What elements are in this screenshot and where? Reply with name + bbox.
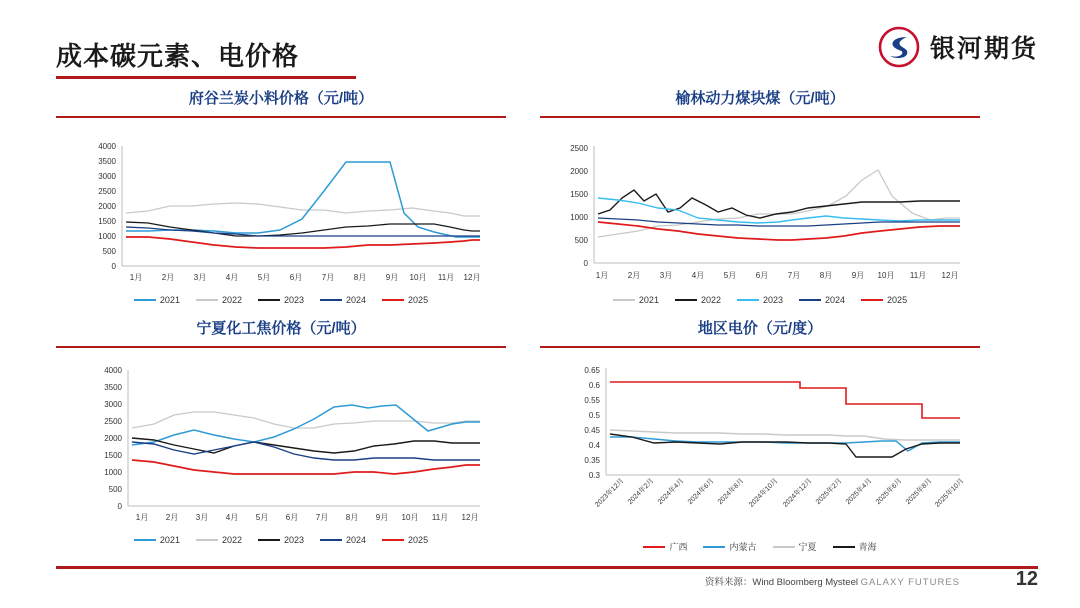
svg-text:500: 500 [574,236,588,245]
svg-text:4000: 4000 [98,142,116,151]
source-text: 资料来源：Wind Bloomberg Mysteel [704,577,858,588]
panel-header [56,318,506,348]
svg-text:2500: 2500 [98,187,116,196]
svg-text:1500: 1500 [104,451,122,460]
panel-header [56,88,506,118]
svg-text:2500: 2500 [570,144,588,153]
chart-title: 宁夏化工焦价格（元/吨） [196,320,366,337]
svg-text:10月: 10月 [877,271,895,280]
legend-label: 2022 [221,535,242,545]
svg-text:2000: 2000 [98,202,116,211]
chart-plot-area [56,348,506,545]
legend-label: 2023 [762,295,784,305]
svg-text:2024年6月: 2024年6月 [686,477,716,507]
svg-text:0.6: 0.6 [588,381,600,390]
svg-text:0.45: 0.45 [584,426,600,435]
svg-text:9月: 9月 [385,273,399,282]
legend-item [703,540,756,553]
svg-text:1月: 1月 [129,273,143,282]
svg-text:8月: 8月 [353,273,367,282]
svg-text:2000: 2000 [570,167,588,176]
chart-legend [540,295,980,305]
svg-text:3月: 3月 [195,513,209,522]
svg-text:2025年4月: 2025年4月 [844,477,874,507]
svg-text:5月: 5月 [723,271,737,280]
legend-item [134,295,180,305]
svg-text:1000: 1000 [98,232,116,241]
svg-text:3500: 3500 [104,383,122,392]
svg-text:11月: 11月 [909,271,927,280]
legend-item [382,535,428,545]
svg-text:9月: 9月 [375,513,389,522]
svg-text:3000: 3000 [98,172,116,181]
legend-item [320,295,366,305]
svg-text:12月: 12月 [941,271,959,280]
source-note [705,574,960,588]
galaxy-logo-icon [878,26,920,68]
legend-label: 2024 [346,535,367,545]
legend-item [258,295,304,305]
svg-text:2月: 2月 [165,513,179,522]
legend-label: 2023 [283,295,305,305]
svg-text:0.4: 0.4 [588,441,600,450]
svg-text:12月: 12月 [461,513,479,522]
svg-text:2025年8月: 2025年8月 [904,477,934,507]
legend-label: 2022 [221,295,242,305]
legend-item [675,295,721,305]
svg-text:5月: 5月 [257,273,271,282]
svg-text:7月: 7月 [321,273,335,282]
svg-text:3月: 3月 [193,273,207,282]
chart-plot-area [540,348,980,553]
svg-text:2000: 2000 [104,434,122,443]
chart-panel-ningxia-huagongjiao [56,318,506,545]
svg-text:7月: 7月 [315,513,329,522]
title-underline [56,76,356,79]
svg-text:6月: 6月 [755,271,769,280]
chart-title: 榆林动力煤块煤（元/吨） [675,90,845,107]
legend-label: 2025 [408,535,429,545]
svg-text:2023年12月: 2023年12月 [594,477,626,509]
svg-text:1月: 1月 [595,271,609,280]
svg-text:8月: 8月 [345,513,359,522]
svg-text:10月: 10月 [401,513,419,522]
chart-legend [56,295,506,305]
panel-header [540,88,980,118]
legend-label: 宁夏 [798,542,817,552]
svg-text:4月: 4月 [225,513,239,522]
svg-text:1000: 1000 [570,213,588,222]
page-number: 12 [1015,568,1038,590]
legend-label: 2023 [283,535,305,545]
svg-text:3月: 3月 [659,271,673,280]
svg-text:0.55: 0.55 [584,396,600,405]
svg-text:0: 0 [111,262,116,271]
svg-text:9月: 9月 [851,271,865,280]
legend-item [320,535,366,545]
svg-text:2500: 2500 [104,417,122,426]
legend-item [737,295,783,305]
svg-text:4月: 4月 [225,273,239,282]
legend-item [258,535,304,545]
svg-text:4月: 4月 [691,271,705,280]
legend-label: 2025 [408,295,429,305]
svg-text:2025年6月: 2025年6月 [874,477,904,507]
svg-text:3000: 3000 [104,400,122,409]
legend-label: 内蒙古 [729,542,757,552]
legend-item [799,295,845,305]
chart-title: 府谷兰炭小料价格（元/吨） [188,90,374,107]
chart-panel-diqu-dianjia [540,318,980,553]
svg-text:0.65: 0.65 [584,366,600,375]
legend-label: 2022 [700,295,721,305]
legend-label: 2024 [346,295,367,305]
legend-item [382,295,428,305]
svg-text:3500: 3500 [98,157,116,166]
svg-text:1000: 1000 [104,468,122,477]
svg-text:2024年8月: 2024年8月 [716,477,746,507]
svg-text:10月: 10月 [409,273,427,282]
legend-item [643,540,687,553]
svg-text:0: 0 [583,259,588,268]
svg-text:2024年2月: 2024年2月 [626,477,656,507]
svg-text:2025年10月: 2025年10月 [934,477,966,509]
svg-text:11月: 11月 [437,273,455,282]
svg-text:2月: 2月 [627,271,641,280]
legend-item [833,540,877,553]
legend-item [134,535,180,545]
chart-title: 地区电价（元/度） [697,320,823,337]
legend-item [196,535,242,545]
svg-text:0.5: 0.5 [588,411,600,420]
legend-item [613,295,659,305]
chart-panel-fugu-lantan [56,88,506,305]
page-title: 成本碳元素、电价格 [56,41,300,71]
chart-plot-area [540,118,980,305]
svg-text:1500: 1500 [570,190,588,199]
svg-text:2024年10月: 2024年10月 [748,477,780,509]
svg-text:2024年4月: 2024年4月 [656,477,686,507]
legend-label: 2021 [159,295,180,305]
legend-item [196,295,242,305]
source-brand: GALAXY FUTURES [860,577,960,588]
svg-text:6月: 6月 [289,273,303,282]
svg-text:2月: 2月 [161,273,175,282]
legend-label: 青海 [858,542,877,552]
legend-label: 2021 [638,295,659,305]
svg-text:8月: 8月 [819,271,833,280]
legend-item [861,295,907,305]
legend-label: 广西 [669,542,688,552]
svg-text:7月: 7月 [787,271,801,280]
chart-legend [540,540,980,553]
svg-text:2024年12月: 2024年12月 [782,477,814,509]
svg-text:1月: 1月 [135,513,149,522]
chart-panel-yulin-dongli-mei [540,88,980,305]
svg-text:6月: 6月 [285,513,299,522]
brand-name: 银河期货 [929,35,1038,63]
svg-text:0.35: 0.35 [584,456,600,465]
chart-legend [56,535,506,545]
svg-text:5月: 5月 [255,513,269,522]
svg-text:500: 500 [102,247,116,256]
legend-label: 2024 [825,295,846,305]
svg-text:2025年2月: 2025年2月 [814,477,844,507]
legend-item [773,540,817,553]
panel-header [540,318,980,348]
svg-text:0.3: 0.3 [588,471,600,480]
svg-text:11月: 11月 [431,513,449,522]
svg-text:500: 500 [108,485,122,494]
svg-text:0: 0 [117,502,122,511]
legend-label: 2025 [887,295,908,305]
svg-text:1500: 1500 [98,217,116,226]
footer-divider [56,566,1038,569]
svg-text:12月: 12月 [463,273,481,282]
legend-label: 2021 [159,535,180,545]
svg-text:4000: 4000 [104,366,122,375]
chart-plot-area [56,118,506,305]
brand [878,26,1038,68]
